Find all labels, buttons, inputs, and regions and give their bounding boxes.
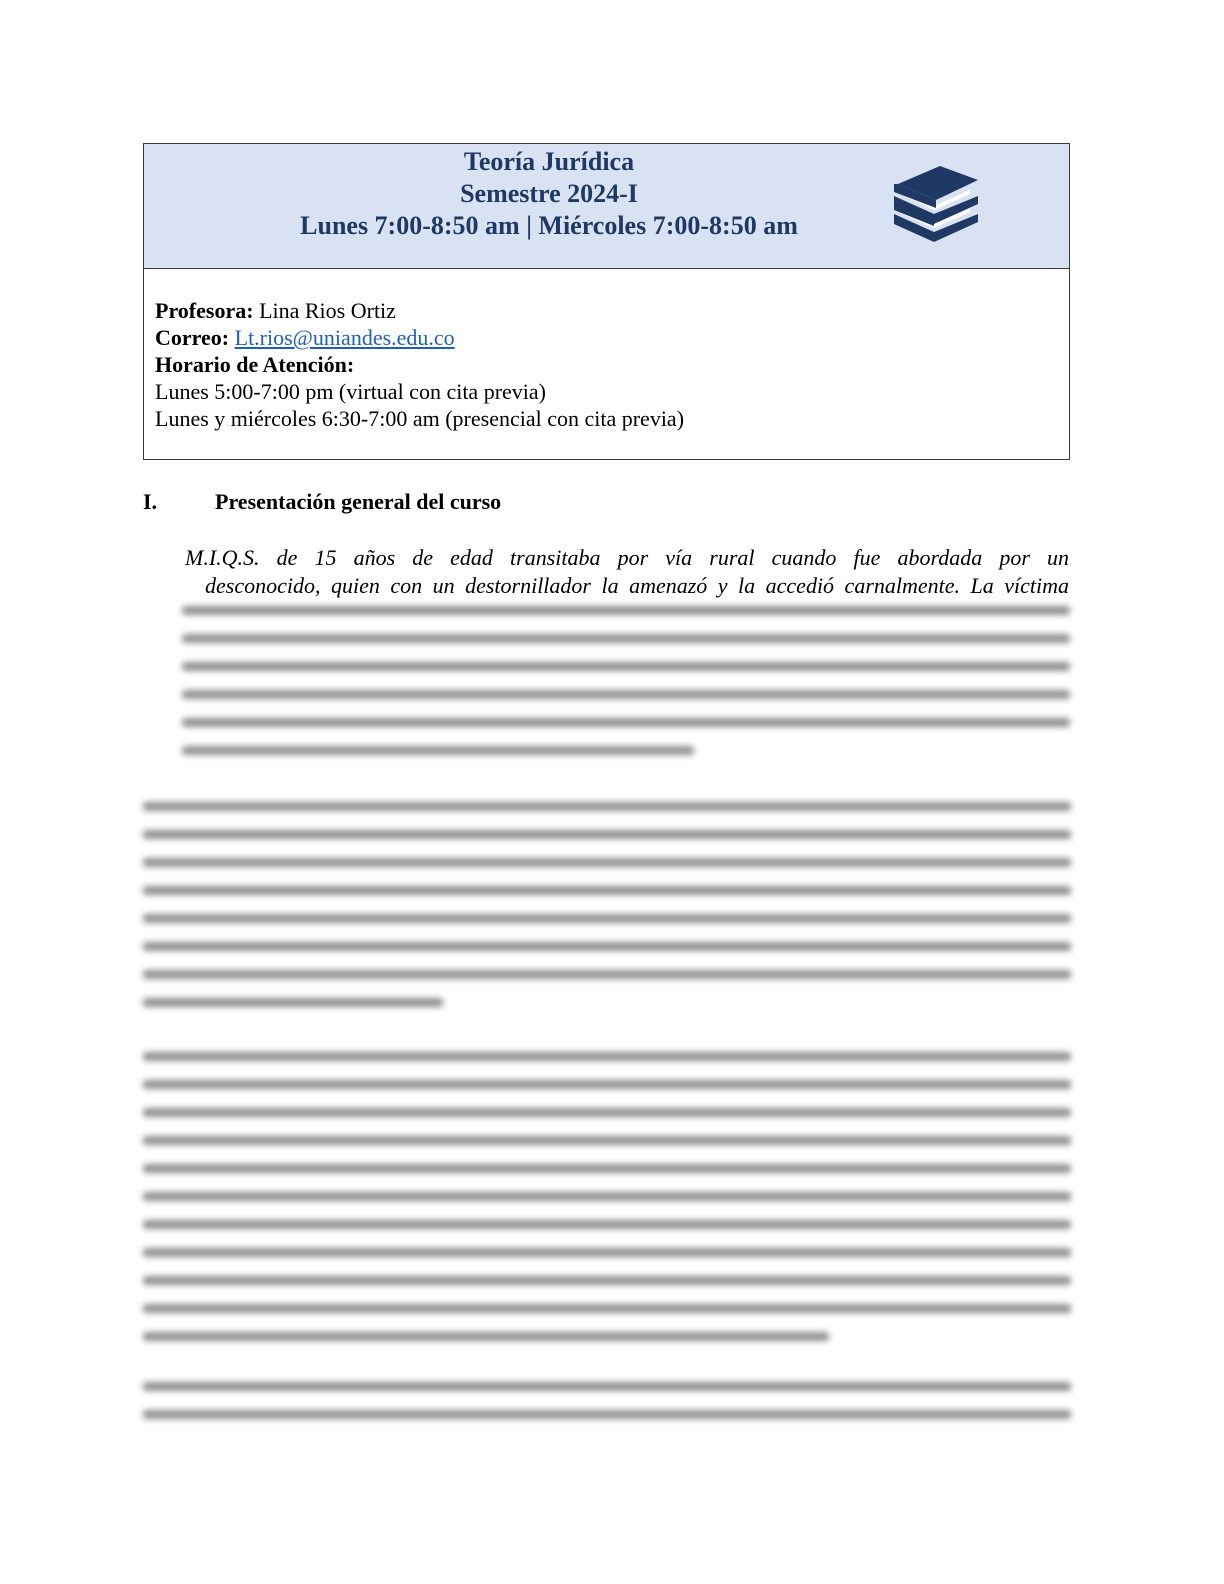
professor-label: Profesora: (155, 298, 254, 323)
case-line: desconocido, quien con un destornillador la amenazó y la accedió carnalmente. La víctima (205, 573, 1069, 598)
semester: Semestre 2024-I (460, 179, 638, 208)
section-title: Presentación general del curso (215, 489, 502, 514)
section-number: I. (143, 489, 158, 514)
office-hours-virtual: Lunes 5:00-7:00 pm (virtual con cita previa) (155, 379, 546, 404)
class-schedule: Lunes 7:00-8:50 am | Miércoles 7:00-8:50 am (300, 211, 798, 240)
case-line: M.I.Q.S. de 15 años de edad transitaba por vía rural cuando fue abordada por un (185, 545, 1069, 570)
course-title: Teoría Jurídica (463, 147, 635, 176)
email-link[interactable]: Lt.rios@uniandes.edu.co (234, 325, 455, 350)
professor-name: Lina Rios Ortiz (259, 298, 396, 323)
office-hours-in-person: Lunes y miércoles 6:30-7:00 am (presencial con cita previa) (155, 406, 685, 431)
email-label: Correo: (155, 325, 230, 350)
office-hours-label: Horario de Atención: (155, 352, 355, 377)
